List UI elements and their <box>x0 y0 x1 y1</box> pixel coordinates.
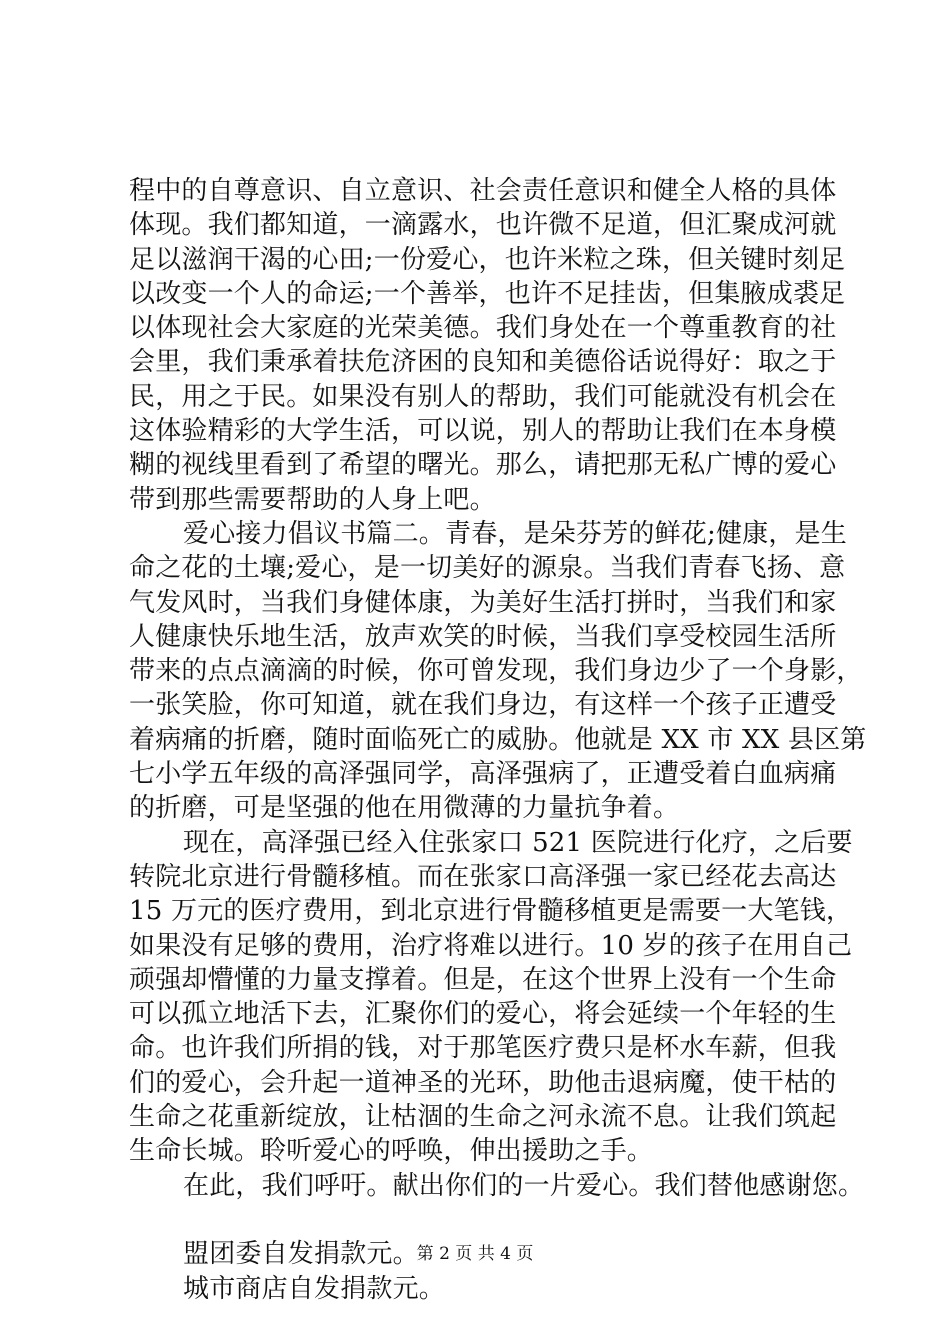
page-number: 第 2 页 共 4 页 <box>416 1244 534 1264</box>
text-line: 民，用之于民。如果没有别人的帮助，我们可能就没有机会在 <box>129 381 837 412</box>
text-line: 带来的点点滴滴的时候，你可曾发现，我们身边少了一个身影， <box>129 656 863 687</box>
text-line: 七小学五年级的高泽强同学，高泽强病了，正遭受着白血病痛 <box>129 759 837 790</box>
text-line: 生命长城。聆听爱心的呼唤，伸出援助之手。 <box>129 1136 654 1167</box>
donation-line: 盟团委自发捐款元。 <box>183 1239 419 1270</box>
page-footer <box>0 1243 950 1265</box>
text-line: 带到那些需要帮助的人身上吧。 <box>129 484 496 515</box>
text-line: 转院北京进行骨髓移植。而在张家口高泽强一家已经花去高达 <box>129 861 837 892</box>
text-line: 15 万元的医疗费用，到北京进行骨髓移植更是需要一大笔钱， <box>129 896 853 927</box>
text-line: 命。也许我们所捐的钱，对于那笔医疗费只是杯水车薪，但我 <box>129 1033 837 1064</box>
text-line: 生命之花重新绽放，让枯涸的生命之河永流不息。让我们筑起 <box>129 1102 837 1133</box>
text-line: 会里，我们秉承着扶危济困的良知和美德俗话说得好：取之于 <box>129 347 837 378</box>
blank-line <box>129 1203 849 1237</box>
text-line: 命之花的土壤;爱心，是一切美好的源泉。当我们青春飞扬、意 <box>129 553 846 584</box>
text-line: 足以滋润干渴的心田;一份爱心，也许米粒之珠，但关键时刻足 <box>129 244 846 275</box>
text-line: 人健康快乐地生活，放声欢笑的时候，当我们享受校园生活所 <box>129 621 837 652</box>
text-line: 如果没有足够的费用，治疗将难以进行。10 岁的孩子在用自己 <box>129 930 853 961</box>
text-line: 可以孤立地活下去，汇聚你们的爱心，将会延续一个年轻的生 <box>129 999 837 1030</box>
text-line: 们的爱心，会升起一道神圣的光环，助他击退病魔，使干枯的 <box>129 1067 837 1098</box>
paragraph-first-line: 爱心接力倡议书篇二。青春，是朵芬芳的鲜花;健康，是生 <box>183 518 847 549</box>
text-line: 以改变一个人的命运;一个善举，也许不足挂齿，但集腋成裘足 <box>129 278 846 309</box>
text-line: 这体验精彩的大学生活，可以说，别人的帮助让我们在本身模 <box>129 416 837 447</box>
text-line: 一张笑脸，你可知道，就在我们身边，有这样一个孩子正遭受 <box>129 690 837 721</box>
text-line: 程中的自尊意识、自立意识、社会责任意识和健全人格的具体 <box>129 176 837 206</box>
text-line: 顽强却懵懂的力量支撑着。但是，在这个世界上没有一个生命 <box>129 964 837 995</box>
text-line: 糊的视线里看到了希望的曙光。那么，请把那无私广博的爱心 <box>129 450 837 481</box>
text-line: 体现。我们都知道，一滴露水，也许微不足道，但汇聚成河就 <box>129 210 837 241</box>
text-line: 气发风时，当我们身健体康，为美好生活打拼时，当我们和家 <box>129 587 837 618</box>
text-line: 着病痛的折磨，随时面临死亡的威胁。他就是 XX 市 XX 县区第 <box>129 724 867 755</box>
text-line: 的折磨，可是坚强的他在用微薄的力量抗争着。 <box>129 793 680 824</box>
text-line: 以体现社会大家庭的光荣美德。我们身处在一个尊重教育的社 <box>129 313 837 344</box>
document-body <box>129 174 867 1306</box>
donation-line: 城市商店自发捐款元。 <box>183 1273 446 1304</box>
paragraph-first-line: 现在，高泽强已经入住张家口 521 医院进行化疗，之后要 <box>183 827 853 858</box>
paragraph-first-line: 在此，我们呼吁。献出你们的一片爱心。我们替他感谢您。 <box>183 1170 865 1201</box>
